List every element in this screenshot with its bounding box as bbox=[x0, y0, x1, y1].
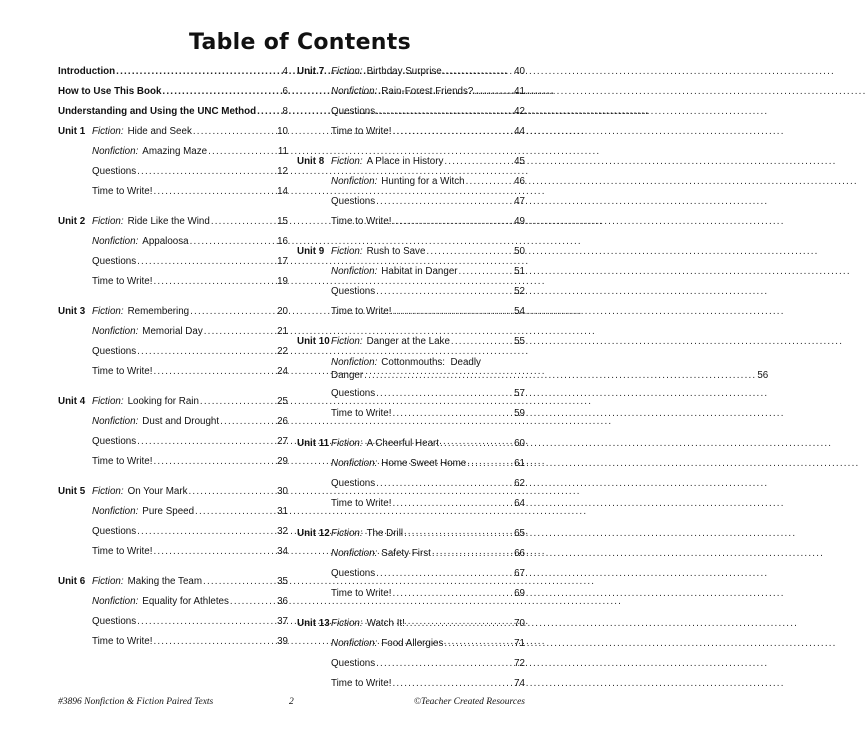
toc-entry-title: Questions bbox=[331, 196, 376, 207]
toc-entry-title: Home Sweet Home bbox=[381, 458, 467, 469]
toc-page-number: 32 bbox=[277, 526, 288, 537]
toc-page-number: 10 bbox=[277, 126, 288, 137]
toc-entry-title: Understanding and Using the UNC Method bbox=[58, 106, 257, 117]
toc-page-number: 55 bbox=[514, 336, 525, 347]
toc-page-number: 11 bbox=[277, 146, 288, 157]
toc-entry-title: Ride Like the Wind bbox=[127, 216, 210, 227]
toc-entry-title: Questions bbox=[331, 658, 376, 669]
toc-entry-title: Introduction bbox=[58, 66, 116, 77]
toc-page-number: 17 bbox=[277, 256, 288, 267]
toc-page-number: 59 bbox=[514, 408, 525, 419]
nonfiction-label: Nonfiction: bbox=[331, 548, 378, 559]
toc-entry-title: Habitat in Danger bbox=[381, 266, 458, 277]
toc-page-number: 64 bbox=[514, 498, 525, 509]
toc-page-number: 42 bbox=[514, 106, 525, 117]
unit-label: Unit 1 bbox=[58, 126, 86, 137]
toc-page-number: 44 bbox=[514, 126, 525, 137]
toc-left-column bbox=[58, 66, 288, 666]
toc-unit-8-fiction[interactable] bbox=[297, 156, 525, 176]
nonfiction-label: Nonfiction: bbox=[92, 416, 139, 427]
toc-entry-title: Time to Write! bbox=[92, 456, 153, 467]
toc-intro-how-to-use[interactable] bbox=[58, 86, 288, 106]
toc-entry-title: Time to Write! bbox=[92, 276, 153, 287]
toc-page-number: 12 bbox=[277, 166, 288, 177]
toc-unit-5-time-to-write[interactable] bbox=[58, 546, 288, 566]
toc-page-number: 22 bbox=[277, 346, 288, 357]
fiction-label: Fiction: bbox=[331, 528, 363, 539]
toc-entry-title: Time to Write! bbox=[331, 498, 392, 509]
toc-page-number: 27 bbox=[277, 436, 288, 447]
toc-entry-title: Cottonmouths: Deadly bbox=[381, 357, 481, 368]
toc-unit-10-nonfiction[interactable] bbox=[297, 357, 769, 384]
toc-page-number: 69 bbox=[514, 588, 525, 599]
toc-unit-6-fiction[interactable] bbox=[58, 576, 288, 596]
toc-page-number: 71 bbox=[514, 638, 525, 649]
toc-entry-title: Questions bbox=[92, 166, 137, 177]
fiction-label: Fiction: bbox=[92, 216, 124, 227]
toc-entry-title: Rush to Save bbox=[366, 246, 426, 257]
toc-unit-6-time-to-write[interactable] bbox=[58, 636, 288, 656]
toc-page-number: 66 bbox=[514, 548, 525, 559]
toc-unit-11-time-to-write[interactable] bbox=[297, 498, 525, 518]
toc-unit-3-fiction[interactable] bbox=[58, 306, 288, 326]
fiction-label: Fiction: bbox=[331, 336, 363, 347]
unit-label: Unit 6 bbox=[58, 576, 86, 587]
toc-entry-title: Time to Write! bbox=[331, 216, 392, 227]
unit-label: Unit 13 bbox=[297, 618, 330, 629]
toc-unit-7-questions[interactable] bbox=[297, 106, 525, 126]
nonfiction-label: Nonfiction: bbox=[331, 266, 378, 277]
toc-page-number: 57 bbox=[514, 388, 525, 399]
toc-unit-3-time-to-write[interactable] bbox=[58, 366, 288, 386]
unit-label: Unit 9 bbox=[297, 246, 325, 257]
toc-unit-2-time-to-write[interactable] bbox=[58, 276, 288, 296]
toc-intro-unc-method[interactable] bbox=[58, 106, 288, 126]
toc-entry-title: Rain-Forest Friends? bbox=[381, 86, 474, 97]
toc-unit-8-nonfiction[interactable] bbox=[297, 176, 525, 196]
toc-entry-title: Questions bbox=[331, 568, 376, 579]
toc-page-number: 36 bbox=[277, 596, 288, 607]
toc-unit-2-questions[interactable] bbox=[58, 256, 288, 276]
unit-label: Unit 11 bbox=[297, 438, 330, 449]
toc-entry-title: Questions bbox=[92, 616, 137, 627]
toc-entry-title: Time to Write! bbox=[331, 408, 392, 419]
footer-publisher: ©Teacher Created Resources bbox=[413, 697, 525, 707]
toc-page-number: 62 bbox=[514, 478, 525, 489]
toc-unit-6-questions[interactable] bbox=[58, 616, 288, 636]
toc-entry-title: Safety First bbox=[381, 548, 431, 559]
footer-page-number: 2 bbox=[289, 697, 294, 707]
toc-page-number: 30 bbox=[277, 486, 288, 497]
nonfiction-label: Nonfiction: bbox=[92, 146, 139, 157]
fiction-label: Fiction: bbox=[92, 486, 124, 497]
toc-entry-title: Watch It! bbox=[366, 618, 405, 629]
toc-entry-title: Questions bbox=[331, 286, 376, 297]
toc-page-number: 60 bbox=[514, 438, 525, 449]
toc-unit-8-time-to-write[interactable] bbox=[297, 216, 525, 236]
toc-entry-title: Equality for Athletes bbox=[142, 596, 229, 607]
toc-page-number: 74 bbox=[514, 678, 525, 689]
toc-entry-title: Time to Write! bbox=[331, 306, 392, 317]
fiction-label: Fiction: bbox=[331, 438, 363, 449]
toc-right-column bbox=[297, 66, 769, 708]
page-title: Table of Contents bbox=[189, 30, 411, 55]
toc-entry-title: Memorial Day bbox=[142, 326, 203, 337]
toc-page-number: 34 bbox=[277, 546, 288, 557]
toc-page-number: 37 bbox=[277, 616, 288, 627]
toc-page-number: 21 bbox=[277, 326, 288, 337]
toc-page-number: 35 bbox=[277, 576, 288, 587]
toc-entry-title-continued: Danger bbox=[331, 370, 364, 381]
toc-page-number: 46 bbox=[514, 176, 525, 187]
toc-page-number: 24 bbox=[277, 366, 288, 377]
toc-page-number: 52 bbox=[514, 286, 525, 297]
toc-page-number: 50 bbox=[514, 246, 525, 257]
toc-entry-title: How to Use This Book bbox=[58, 86, 162, 97]
toc-unit-9-nonfiction[interactable] bbox=[297, 266, 525, 286]
toc-entry-title: Looking for Rain bbox=[127, 396, 199, 407]
unit-label: Unit 10 bbox=[297, 336, 330, 347]
nonfiction-label: Nonfiction: bbox=[92, 326, 139, 337]
fiction-label: Fiction: bbox=[331, 156, 363, 167]
toc-page-number: 72 bbox=[514, 658, 525, 669]
unit-label: Unit 12 bbox=[297, 528, 330, 539]
toc-entry-title: Appaloosa bbox=[142, 236, 189, 247]
unit-label: Unit 3 bbox=[58, 306, 86, 317]
toc-page-number: 67 bbox=[514, 568, 525, 579]
toc-unit-13-questions[interactable] bbox=[297, 658, 525, 678]
toc-unit-5-fiction[interactable] bbox=[58, 486, 288, 506]
toc-page-number: 19 bbox=[277, 276, 288, 287]
toc-entry-title: Time to Write! bbox=[92, 636, 153, 647]
toc-entry-title: Remembering bbox=[127, 306, 190, 317]
toc-unit-8-questions[interactable] bbox=[297, 196, 525, 216]
nonfiction-label: Nonfiction: bbox=[331, 458, 378, 469]
fiction-label: Fiction: bbox=[92, 306, 124, 317]
nonfiction-label: Nonfiction: bbox=[92, 506, 139, 517]
toc-unit-9-fiction[interactable] bbox=[297, 246, 525, 266]
toc-entry-title: Questions bbox=[331, 478, 376, 489]
toc-unit-12-fiction[interactable] bbox=[297, 528, 525, 548]
toc-unit-11-nonfiction[interactable] bbox=[297, 458, 525, 478]
toc-page-number: 20 bbox=[277, 306, 288, 317]
fiction-label: Fiction: bbox=[331, 618, 363, 629]
toc-unit-1-time-to-write[interactable] bbox=[58, 186, 288, 206]
toc-page-number: 41 bbox=[514, 86, 525, 97]
toc-unit-10-questions[interactable] bbox=[297, 388, 525, 408]
toc-page-number: 40 bbox=[514, 66, 525, 77]
toc-page-number: 25 bbox=[277, 396, 288, 407]
fiction-label: Fiction: bbox=[331, 66, 363, 77]
nonfiction-label: Nonfiction: bbox=[331, 176, 378, 187]
toc-entry-title: Danger at the Lake bbox=[366, 336, 450, 347]
toc-entry-title: Time to Write! bbox=[331, 126, 392, 137]
toc-page-number: 4 bbox=[282, 66, 288, 77]
nonfiction-label: Nonfiction: bbox=[92, 236, 139, 247]
toc-page-number: 47 bbox=[514, 196, 525, 207]
toc-entry-title: Pure Speed bbox=[142, 506, 195, 517]
toc-entry-title: Time to Write! bbox=[331, 678, 392, 689]
toc-unit-5-nonfiction[interactable] bbox=[58, 506, 288, 526]
toc-unit-9-time-to-write[interactable] bbox=[297, 306, 525, 326]
toc-unit-13-fiction[interactable] bbox=[297, 618, 525, 638]
toc-page-number: 6 bbox=[282, 86, 288, 97]
toc-unit-4-nonfiction[interactable] bbox=[58, 416, 288, 436]
toc-unit-13-nonfiction[interactable] bbox=[297, 638, 525, 658]
toc-unit-2-fiction[interactable] bbox=[58, 216, 288, 236]
toc-unit-1-nonfiction[interactable] bbox=[58, 146, 288, 166]
toc-page-number: 16 bbox=[277, 236, 288, 247]
toc-unit-4-fiction[interactable] bbox=[58, 396, 288, 416]
toc-entry-title: A Cheerful Heart bbox=[366, 438, 440, 449]
toc-unit-2-nonfiction[interactable] bbox=[58, 236, 288, 256]
unit-label: Unit 2 bbox=[58, 216, 86, 227]
toc-unit-11-questions[interactable] bbox=[297, 478, 525, 498]
toc-page-number: 8 bbox=[282, 106, 288, 117]
toc-unit-13-time-to-write[interactable] bbox=[297, 678, 525, 698]
nonfiction-label: Nonfiction: bbox=[331, 638, 378, 649]
nonfiction-label: Nonfiction: bbox=[92, 596, 139, 607]
fiction-label: Fiction: bbox=[92, 396, 124, 407]
toc-page-number: 49 bbox=[514, 216, 525, 227]
toc-unit-10-fiction[interactable] bbox=[297, 336, 525, 356]
toc-entry-title: Birthday Surprise bbox=[366, 66, 442, 77]
toc-unit-12-time-to-write[interactable] bbox=[297, 588, 525, 608]
toc-entry-title: Time to Write! bbox=[92, 366, 153, 377]
toc-entry-title: On Your Mark bbox=[127, 486, 188, 497]
toc-unit-12-nonfiction[interactable] bbox=[297, 548, 525, 568]
toc-entry-title: Hide and Seek bbox=[127, 126, 192, 137]
toc-page-number: 14 bbox=[277, 186, 288, 197]
footer-book-title: #3896 Nonfiction & Fiction Paired Texts bbox=[58, 697, 214, 707]
toc-page-number: 45 bbox=[514, 156, 525, 167]
toc-entry-title: Dust and Drought bbox=[142, 416, 220, 427]
toc-entry-title: Questions bbox=[92, 436, 137, 447]
toc-page-number: 15 bbox=[277, 216, 288, 227]
toc-page-number: 26 bbox=[277, 416, 288, 427]
toc-page-number: 70 bbox=[514, 618, 525, 629]
unit-label: Unit 5 bbox=[58, 486, 86, 497]
toc-entry-title: Questions bbox=[331, 388, 376, 399]
toc-page-number: 51 bbox=[514, 266, 525, 277]
toc-entry-title: Questions bbox=[92, 346, 137, 357]
toc-page-number: 29 bbox=[277, 456, 288, 467]
unit-label: Unit 8 bbox=[297, 156, 325, 167]
toc-unit-3-questions[interactable] bbox=[58, 346, 288, 366]
toc-entry-title: The Drill bbox=[366, 528, 404, 539]
toc-page-number: 31 bbox=[277, 506, 288, 517]
toc-entry-title: Making the Team bbox=[127, 576, 203, 587]
toc-unit-4-questions[interactable] bbox=[58, 436, 288, 456]
toc-unit-7-time-to-write[interactable] bbox=[297, 126, 525, 146]
toc-page-number: 61 bbox=[514, 458, 525, 469]
toc-entry-title: Time to Write! bbox=[331, 588, 392, 599]
toc-unit-6-nonfiction[interactable] bbox=[58, 596, 288, 616]
toc-unit-4-time-to-write[interactable] bbox=[58, 456, 288, 476]
fiction-label: Fiction: bbox=[92, 126, 124, 137]
toc-unit-5-questions[interactable] bbox=[58, 526, 288, 546]
toc-unit-12-questions[interactable] bbox=[297, 568, 525, 588]
toc-intro-introduction[interactable] bbox=[58, 66, 288, 86]
toc-page-number: 56 bbox=[757, 370, 769, 381]
toc-entry-title: Hunting for a Witch bbox=[381, 176, 465, 187]
fiction-label: Fiction: bbox=[92, 576, 124, 587]
toc-entry-title: A Place in History bbox=[366, 156, 444, 167]
toc-entry-title: Time to Write! bbox=[92, 186, 153, 197]
toc-entry-title: Questions bbox=[331, 106, 376, 117]
toc-entry-title: Amazing Maze bbox=[142, 146, 208, 157]
nonfiction-label: Nonfiction: bbox=[331, 357, 378, 368]
toc-unit-1-fiction[interactable] bbox=[58, 126, 288, 146]
toc-entry-title: Questions bbox=[92, 526, 137, 537]
nonfiction-label: Nonfiction: bbox=[331, 86, 378, 97]
fiction-label: Fiction: bbox=[331, 246, 363, 257]
toc-unit-7-nonfiction[interactable] bbox=[297, 86, 525, 106]
unit-label: Unit 7 bbox=[297, 66, 325, 77]
toc-entry-title: Questions bbox=[92, 256, 137, 267]
toc-unit-1-questions[interactable] bbox=[58, 166, 288, 186]
toc-unit-11-fiction[interactable] bbox=[297, 438, 525, 458]
toc-page-number: 39 bbox=[277, 636, 288, 647]
toc-entry-title: Time to Write! bbox=[92, 546, 153, 557]
toc-page-number: 54 bbox=[514, 306, 525, 317]
toc-unit-10-time-to-write[interactable] bbox=[297, 408, 525, 428]
toc-unit-9-questions[interactable] bbox=[297, 286, 525, 306]
toc-entry-title: Food Allergies bbox=[381, 638, 444, 649]
toc-unit-7-fiction[interactable] bbox=[297, 66, 525, 86]
toc-page-number: 65 bbox=[514, 528, 525, 539]
unit-label: Unit 4 bbox=[58, 396, 86, 407]
toc-unit-3-nonfiction[interactable] bbox=[58, 326, 288, 346]
